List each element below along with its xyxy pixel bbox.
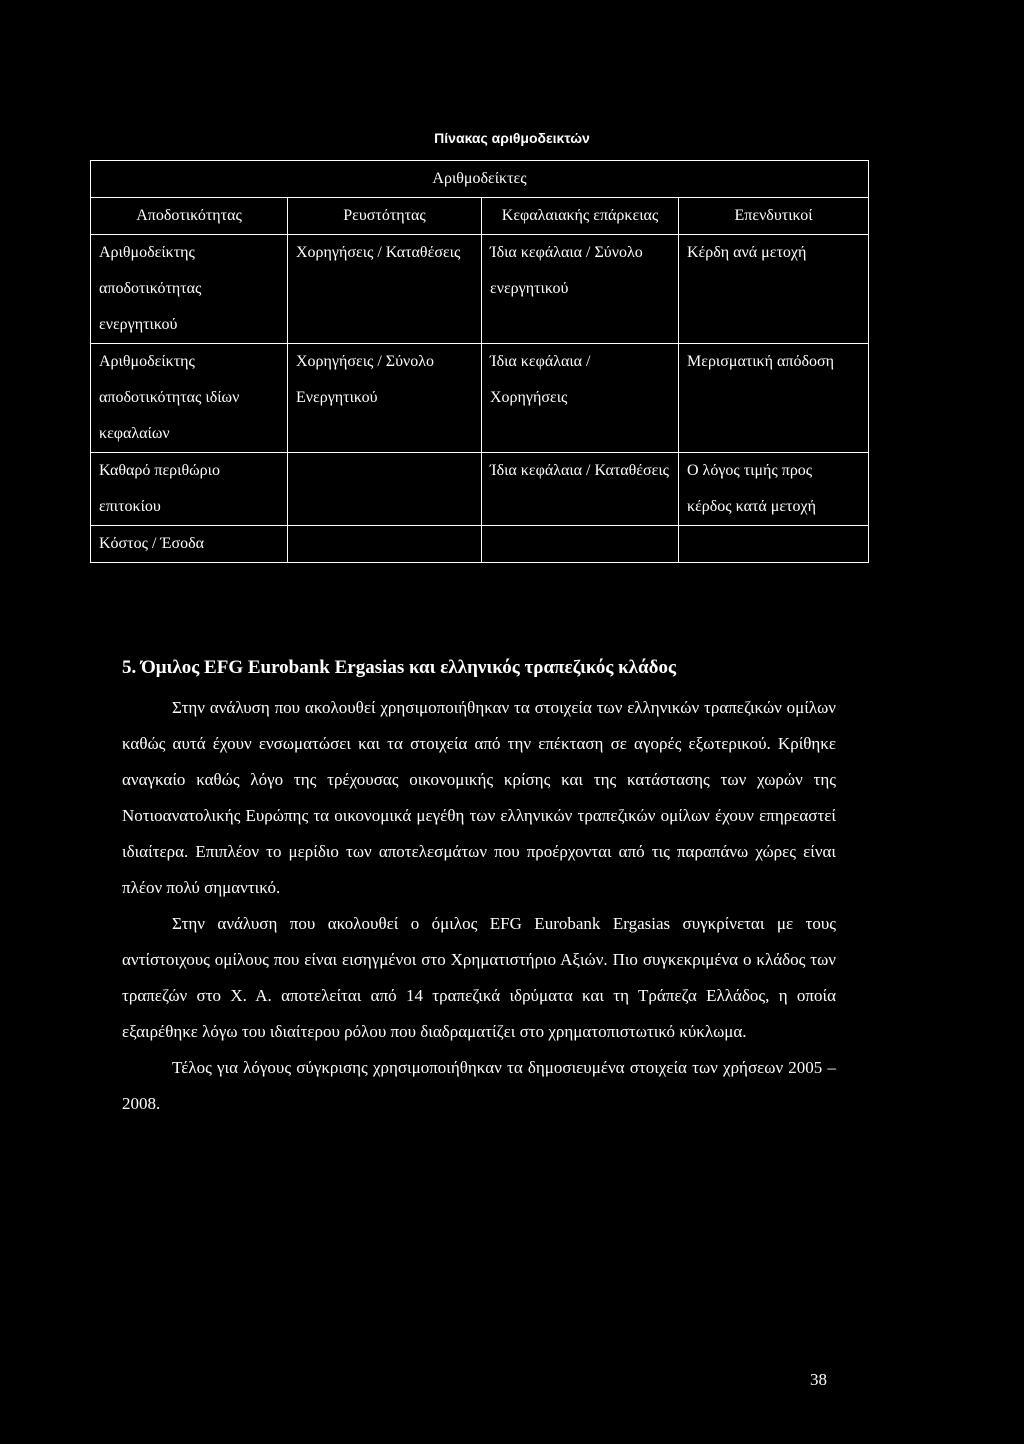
table-cell: Χορηγήσεις / Σύνολο Ενεργητικού — [288, 344, 482, 453]
table-cell — [679, 526, 869, 563]
table-row — [91, 453, 869, 526]
table-cell: Ίδια κεφάλαια / Σύνολο ενεργητικού — [482, 235, 679, 344]
table-row — [91, 235, 869, 344]
col-header: Επενδυτικοί — [679, 198, 869, 235]
table-cell: Κόστος / Έσοδα — [91, 526, 288, 563]
section-heading: 5. Όμιλος EFG Eurobank Ergasias και ελληνικός τραπεζικός κλάδος — [122, 657, 676, 678]
table-cell: Καθαρό περιθώριο επιτοκίου — [91, 453, 288, 526]
page-number: 38 — [810, 1370, 827, 1389]
col-header: Ρευστότητας — [288, 198, 482, 235]
ratio-table — [90, 160, 869, 563]
table-cell — [288, 526, 482, 563]
paragraph: Τέλος για λόγους σύγκρισης χρησιμοποιήθηκαν τα δημοσιευμένα στοιχεία των χρήσεων 2005 – 2008. — [122, 1058, 836, 1113]
table-cell — [482, 526, 679, 563]
table-cell: Χορηγήσεις / Καταθέσεις — [288, 235, 482, 344]
table-row — [91, 526, 869, 563]
table-cell: Αριθμοδείκτης αποδοτικότητας ιδίων κεφαλαίων — [91, 344, 288, 453]
col-header: Αποδοτικότητας — [91, 198, 288, 235]
table-header-row — [91, 198, 869, 235]
table-cell: Ο λόγος τιμής προς κέρδος κατά μετοχή — [679, 453, 869, 526]
table-cell: Κέρδη ανά μετοχή — [679, 235, 869, 344]
paragraph: Στην ανάλυση που ακολουθεί χρησιμοποιήθηκαν τα στοιχεία των ελληνικών τραπεζικών ομίλων καθώς αυτά έχουν ενσωματώσει και τα στοιχεία από την επέκταση σε αγορές εξωτερικού. Κρίθηκε αναγκαίο καθώς λόγο της τρέχουσας οικονομικής κρίσης και της κατάστασης των χωρών της Νοτιοανατολικής Ευρώπης τα οικονομικά μεγέθη των ελληνικών τραπεζικών ομίλων έχουν επηρεαστεί ιδιαίτερα. Επιπλέον το μερίδιο των αποτελεσμάτων που προέρχονται από τις παραπάνω χώρες είναι πλέον πολύ σημαντικό. — [122, 698, 836, 897]
table-cell — [288, 453, 482, 526]
paragraph: Στην ανάλυση που ακολουθεί ο όμιλος EFG Eurobank Ergasias συγκρίνεται με τους αντίστοιχους ομίλους που είναι εισηγμένοι στο Χρηματιστήριο Αξιών. Πιο συγκεκριμένα ο κλάδος των τραπεζών στο Χ. Α. αποτελείται από 14 τραπεζικά ιδρύματα και τη Τράπεζα Ελλάδος, η οποία εξαιρέθηκε λόγω του ιδιαίτερου ρόλου που διαδραματίζει στο χρηματοπιστωτικό κύκλωμα. — [122, 914, 836, 1041]
section — [122, 650, 836, 1122]
super-header-cell: Αριθμοδείκτες — [91, 161, 869, 198]
table-caption: Πίνακας αριθμοδεικτών — [434, 130, 590, 146]
table-cell: Ίδια κεφάλαια / Χορηγήσεις — [482, 344, 679, 453]
table-cell: Αριθμοδείκτης αποδοτικότητας ενεργητικού — [91, 235, 288, 344]
table-cell: Ίδια κεφάλαια / Καταθέσεις — [482, 453, 679, 526]
col-header: Κεφαλαιακής επάρκειας — [482, 198, 679, 235]
table-super-header-row — [91, 161, 869, 198]
table-cell: Μερισματική απόδοση — [679, 344, 869, 453]
table-row — [91, 344, 869, 453]
